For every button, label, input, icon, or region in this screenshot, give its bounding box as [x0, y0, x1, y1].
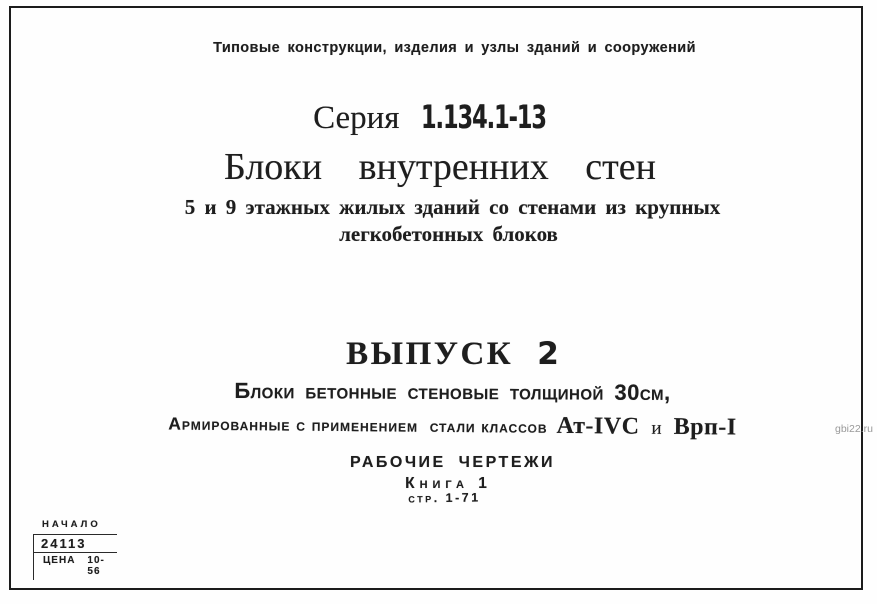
watermark: gbi22.ru: [835, 423, 873, 435]
stamp-price-row: [34, 553, 117, 580]
title-word: Блоки: [224, 146, 323, 188]
working-drawings-label: РАБОЧИЕ ЧЕРТЕЖИ: [350, 454, 555, 471]
series-number: 1.134.1-13: [421, 98, 547, 136]
conjunction: и: [651, 417, 662, 439]
subtitle-line-1: 5 и 9 этажных жилых зданий со стенами из крупных: [184, 195, 721, 219]
blocks-description-line: Блоки бетонные стеновые толщиной 30см,: [234, 378, 671, 405]
title-word: стен: [585, 146, 656, 188]
title-word: внутренних: [358, 146, 549, 188]
subtitle-line-2: легкобетонных блоков: [339, 222, 558, 246]
stamp-box: [33, 534, 117, 580]
main-title: [224, 148, 656, 186]
book-label: Книга 1: [405, 475, 492, 492]
issue-heading: [14, 336, 877, 373]
series-label: Серия: [313, 100, 400, 136]
stamp-price-value: 10-56: [87, 555, 105, 577]
pages-range: стр. 1-71: [408, 490, 481, 506]
issue-label: ВЫПУСК: [346, 336, 514, 372]
issue-number: 2: [537, 336, 559, 372]
start-stamp: [33, 519, 117, 580]
series-heading: [18, 98, 877, 137]
stamp-number: 24113: [34, 534, 117, 553]
doc-category-line: Типовые конструкции, изделия и узлы зданий и сооружений: [213, 40, 696, 56]
steel-class-2: Врп-I: [673, 413, 737, 441]
stamp-start-label: НАЧАЛО: [42, 519, 101, 530]
steel-line-prefix: Армированные с применением стали классов: [168, 413, 548, 437]
stamp-price-label: ЦЕНА: [43, 555, 76, 566]
steel-class-1: Ат-IVC: [556, 412, 640, 440]
